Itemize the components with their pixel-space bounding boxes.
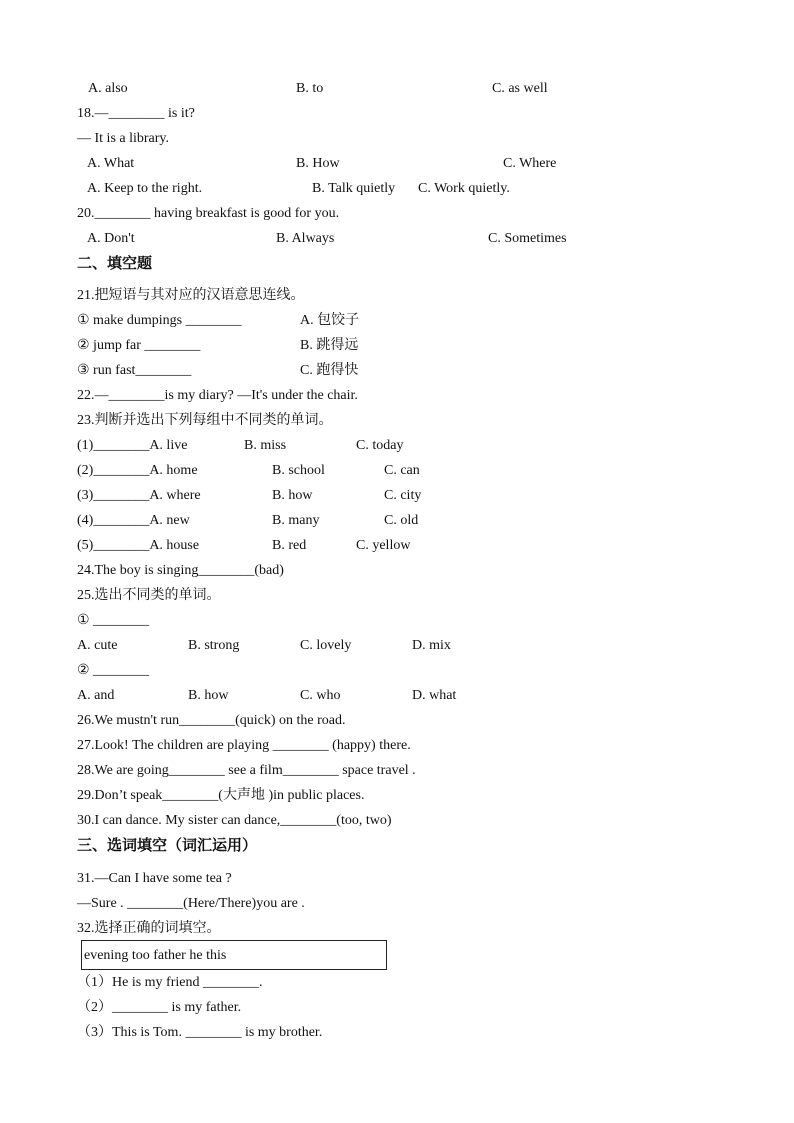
- text-line: B. Talk quietly: [312, 181, 396, 196]
- text-line: B. strong: [188, 638, 240, 653]
- text-line: 31.—Can I have some tea ?: [77, 871, 232, 886]
- text-line: 22.—________is my diary? —It's under the chair.: [77, 388, 358, 403]
- section-heading: 三、选词填空（词汇运用）: [77, 836, 258, 854]
- text-line: (1)________A. live: [77, 438, 188, 453]
- text-line: (4)________A. new: [77, 513, 190, 528]
- text-line: ① make dumpings ________: [77, 313, 242, 328]
- text-line: C. 跑得快: [300, 363, 359, 378]
- text-line: (5)________A. house: [77, 538, 200, 553]
- text-line: B. how: [272, 488, 313, 503]
- text-line: A. Don't: [87, 231, 135, 246]
- text-line: B. 跳得远: [300, 338, 359, 353]
- text-line: C. lovely: [300, 638, 352, 653]
- text-line: A. also: [88, 81, 128, 96]
- text-line: evening too father he this: [84, 948, 227, 963]
- text-line: D. what: [412, 688, 457, 703]
- text-line: B. many: [272, 513, 320, 528]
- text-line: C. city: [384, 488, 422, 503]
- text-line: ① ________: [77, 613, 150, 628]
- text-line: B. how: [188, 688, 229, 703]
- text-line: 27.Look! The children are playing ________ (happy) there.: [77, 738, 411, 753]
- text-line: D. mix: [412, 638, 451, 653]
- text-line: — It is a library.: [77, 131, 170, 146]
- text-line: （1）He is my friend ________.: [77, 975, 263, 990]
- text-line: C. Where: [503, 156, 557, 171]
- text-line: B. school: [272, 463, 325, 478]
- text-line: （3）This is Tom. ________ is my brother.: [77, 1025, 323, 1040]
- word-bank-box: [81, 940, 387, 970]
- text-line: 21.把短语与其对应的汉语意思连线。: [77, 288, 305, 303]
- text-line: 18.—________ is it?: [77, 106, 195, 121]
- text-line: ② ________: [77, 663, 150, 678]
- text-line: A. 包饺子: [300, 313, 360, 328]
- text-line: B. red: [272, 538, 307, 553]
- text-line: B. to: [296, 81, 324, 96]
- text-line: 29.Don’t speak________(大声地 )in public places.: [77, 788, 365, 803]
- text-line: C. Work quietly.: [418, 181, 510, 196]
- text-line: 20.________ having breakfast is good for you.: [77, 206, 340, 221]
- text-line: —Sure . ________(Here/There)you are .: [77, 896, 305, 911]
- text-line: C. old: [384, 513, 419, 528]
- text-line: 25.选出不同类的单词。: [77, 588, 221, 603]
- text-line: ② jump far ________: [77, 338, 201, 353]
- text-line: B. miss: [244, 438, 287, 453]
- text-line: 28.We are going________ see a film________ space travel .: [77, 763, 416, 778]
- text-line: A. and: [77, 688, 115, 703]
- text-line: B. How: [296, 156, 340, 171]
- text-line: 32.选择正确的词填空。: [77, 921, 221, 936]
- text-line: (2)________A. home: [77, 463, 198, 478]
- text-line: C. who: [300, 688, 341, 703]
- text-line: A. What: [87, 156, 135, 171]
- text-line: C. can: [384, 463, 420, 478]
- text-line: 24.The boy is singing________(bad): [77, 563, 284, 578]
- section-heading: 二、填空题: [77, 254, 153, 272]
- text-line: C. as well: [492, 81, 548, 96]
- text-line: 23.判断并选出下列每组中不同类的单词。: [77, 413, 333, 428]
- text-line: A. cute: [77, 638, 118, 653]
- text-line: ③ run fast________: [77, 363, 192, 378]
- text-line: 26.We mustn't run________(quick) on the road.: [77, 713, 346, 728]
- text-line: C. yellow: [356, 538, 411, 553]
- text-line: C. Sometimes: [488, 231, 567, 246]
- text-line: 30.I can dance. My sister can dance,________(too, two): [77, 813, 392, 828]
- text-line: B. Always: [276, 231, 335, 246]
- text-line: C. today: [356, 438, 404, 453]
- text-line: (3)________A. where: [77, 488, 201, 503]
- text-line: A. Keep to the right.: [87, 181, 203, 196]
- text-line: （2）________ is my father.: [77, 1000, 242, 1015]
